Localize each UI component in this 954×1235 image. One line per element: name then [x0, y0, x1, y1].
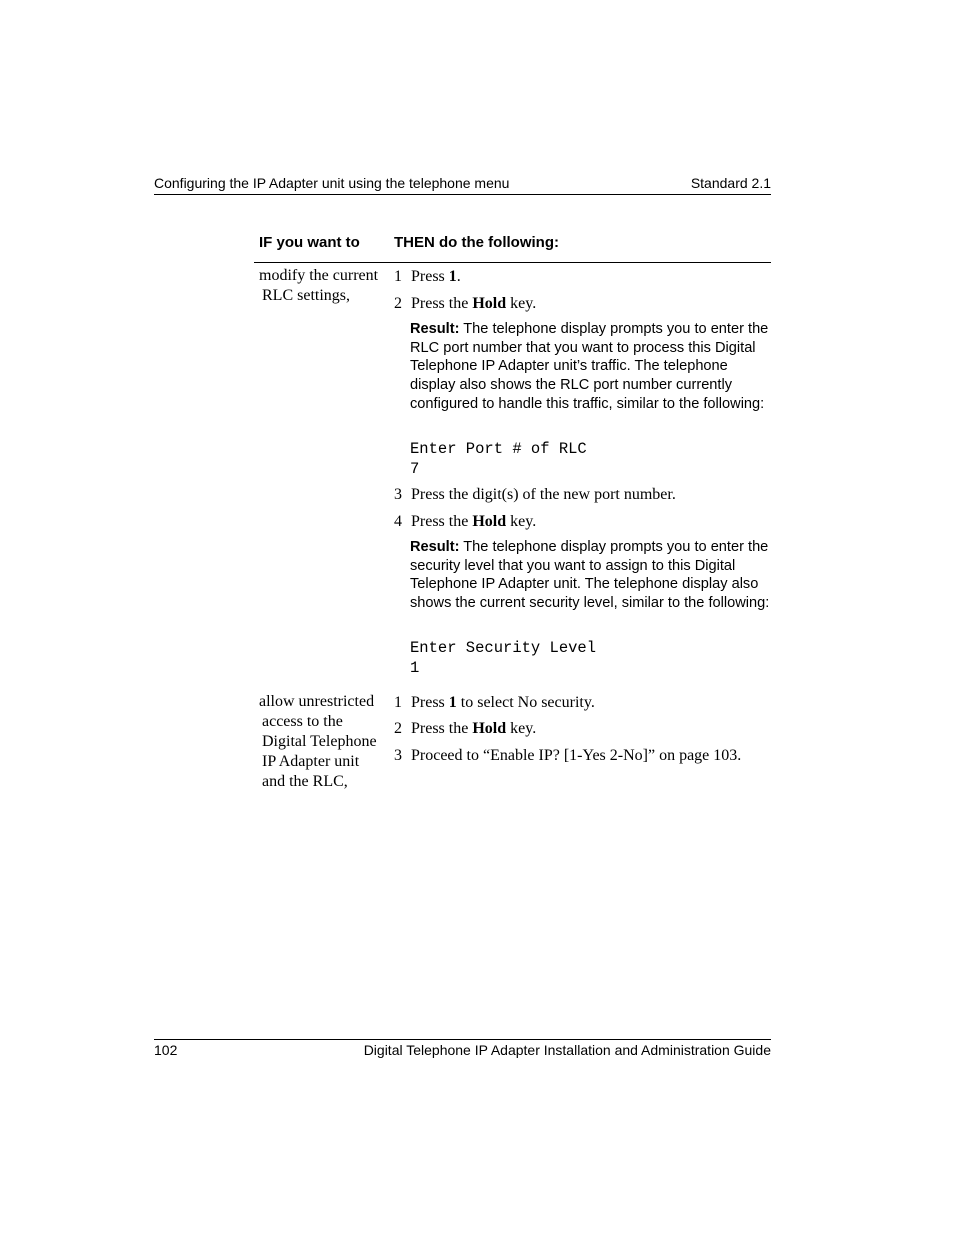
step-number: 1 — [394, 268, 402, 285]
condition-line: IP Adapter unit — [262, 753, 360, 770]
step-number: 1 — [394, 694, 402, 711]
step-item — [394, 693, 595, 713]
table-row-1-condition — [259, 266, 391, 306]
step-text-end: . — [456, 268, 461, 285]
step-number: 2 — [394, 295, 402, 312]
result-label: Result: — [410, 539, 460, 555]
table-header-divider — [254, 262, 771, 263]
result-label: Result: — [410, 321, 460, 337]
step-key: 1 — [448, 694, 457, 711]
condition-line: allow unrestricted — [259, 693, 375, 710]
step-text: Press the — [411, 513, 473, 530]
step-text-end: to select No security. — [456, 694, 595, 711]
result-text: The telephone display prompts you to enter the security level that you want to assign to this Digital Telephone IP Adapter unit. The telephone display also shows the current security level, similar to the following: — [410, 539, 770, 612]
condition-line: modify the current — [259, 267, 379, 284]
cross-reference-link[interactable]: Proceed to “Enable IP? [1-Yes 2-No]” on page 103. — [411, 747, 742, 764]
step-text-end: key. — [506, 513, 537, 530]
step-text: Press the digit(s) of the new port number. — [411, 486, 676, 503]
step-key: Hold — [472, 295, 507, 312]
condition-line: RLC settings, — [262, 287, 351, 304]
display-line-1: Enter Port # of RLC — [410, 440, 587, 458]
result-note — [410, 320, 772, 414]
condition-line: access to the — [262, 713, 343, 730]
step-number: 4 — [394, 513, 402, 530]
step-number: 3 — [394, 486, 402, 503]
step-item — [394, 719, 536, 739]
step-text: Press the — [411, 720, 473, 737]
page-number: 102 — [154, 1042, 178, 1058]
display-line-1: Enter Security Level — [410, 639, 597, 657]
step-item — [394, 485, 676, 505]
step-item — [394, 267, 461, 287]
table-column-then-header: THEN do the following: — [394, 234, 559, 251]
step-text: Press — [411, 268, 449, 285]
step-text: Press — [411, 694, 449, 711]
guide-title: Digital Telephone IP Adapter Installation and Administration Guide — [363, 1042, 771, 1058]
step-key: Hold — [472, 513, 507, 530]
footer-divider — [154, 1039, 771, 1040]
header-divider — [154, 194, 771, 195]
table-column-if-header: IF you want to — [259, 234, 360, 251]
telephone-display-sample — [410, 638, 596, 678]
step-number: 3 — [394, 747, 402, 764]
step-text: Press the — [411, 295, 473, 312]
step-text-end: key. — [506, 720, 537, 737]
running-header-standard: Standard 2.1 — [690, 175, 771, 191]
result-note — [410, 538, 772, 613]
display-line-2: 7 — [410, 460, 420, 478]
step-key: 1 — [448, 268, 457, 285]
step-key: Hold — [472, 720, 507, 737]
condition-line: Digital Telephone — [262, 733, 377, 750]
running-header-title: Configuring the IP Adapter unit using the telephone menu — [154, 175, 510, 191]
step-item — [394, 746, 741, 766]
step-item — [394, 294, 536, 314]
step-number: 2 — [394, 720, 402, 737]
result-text: The telephone display prompts you to enter the RLC port number that you want to process this Digital Telephone IP Adapter unit’s traffic. The telephone display also shows the RLC port number currently configured to handle this traffic, similar to the following: — [410, 321, 769, 412]
condition-line: and the RLC, — [262, 773, 348, 790]
step-item — [394, 512, 536, 532]
display-line-2: 1 — [410, 659, 420, 677]
telephone-display-sample — [410, 439, 587, 479]
step-text-end: key. — [506, 295, 537, 312]
table-row-2-condition — [259, 692, 391, 792]
